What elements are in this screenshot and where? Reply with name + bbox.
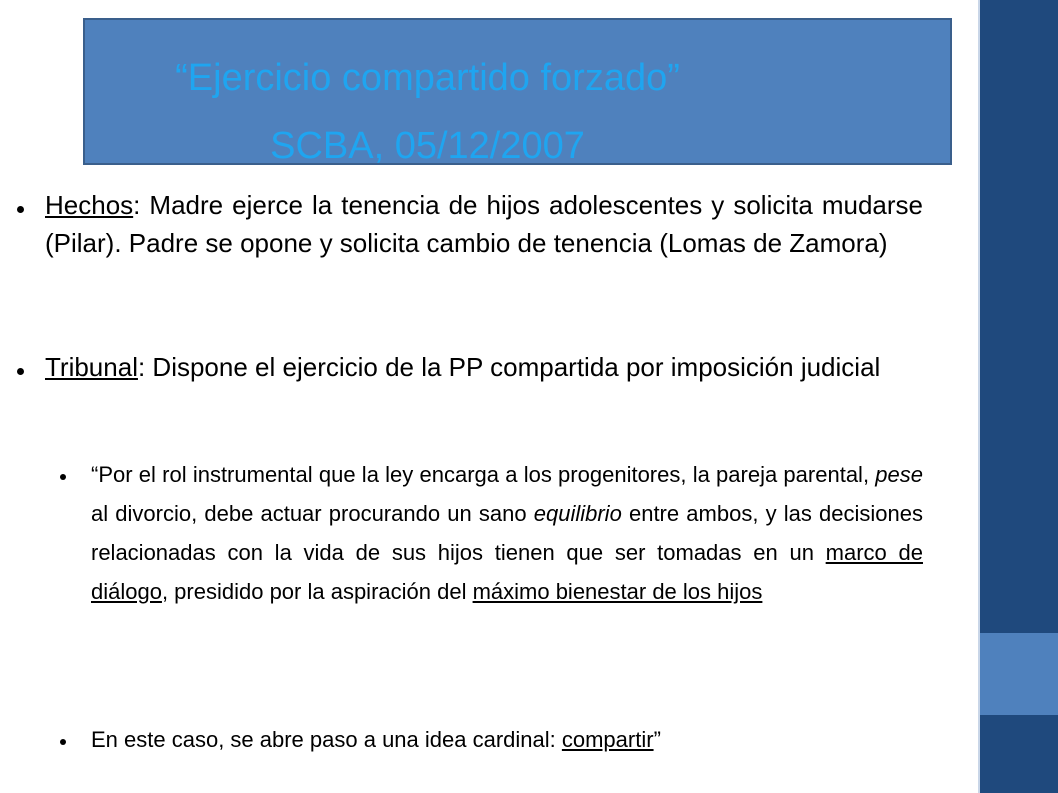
sub-bullet-quote bbox=[91, 455, 923, 611]
quote-underline-bienestar: máximo bienestar de los hijos bbox=[472, 579, 763, 604]
sidebar-bottom-block bbox=[978, 715, 1058, 793]
quote-underline-marco: marco de diálogo bbox=[91, 540, 923, 604]
quote-text-3: entre ambos, y las decisiones relacionadas con la vida de sus hijos tienen que ser tomadas en un bbox=[91, 501, 923, 565]
bullet-hechos-label: Hechos bbox=[45, 190, 134, 220]
compartir-underline: compartir bbox=[561, 727, 654, 752]
compartir-close-quote: ” bbox=[653, 727, 661, 752]
quote-text-2: al divorcio, debe actuar procurando un sano bbox=[91, 501, 534, 526]
quote-emphasis-pese: pese bbox=[875, 462, 923, 487]
sidebar-decoration bbox=[978, 0, 1058, 793]
slide-title-line2: SCBA, 05/12/2007 bbox=[270, 125, 585, 165]
bullet-hechos bbox=[45, 186, 923, 262]
bullet-dot bbox=[17, 206, 24, 213]
sub-bullet-dot bbox=[60, 474, 66, 480]
quote-text-1: “Por el rol instrumental que la ley encarga a los progenitores, la pareja parental, bbox=[91, 462, 876, 487]
bullet-tribunal-text: : Dispone el ejercicio de la PP compartida por imposición judicial bbox=[137, 352, 881, 382]
compartir-text: En este caso, se abre paso a una idea cardinal: bbox=[91, 727, 562, 752]
slide-title-line1: “Ejercicio compartido forzado” bbox=[175, 57, 680, 99]
sidebar-separator bbox=[978, 0, 980, 793]
quote-text-4: , presidido por la aspiración del bbox=[161, 579, 473, 604]
bullet-tribunal bbox=[45, 348, 923, 386]
sidebar-middle-block bbox=[978, 633, 1058, 715]
quote-emphasis-equilibrio: equilibrio bbox=[533, 501, 622, 526]
sub-bullet-compartir bbox=[91, 720, 923, 759]
bullet-tribunal-label: Tribunal bbox=[45, 352, 138, 382]
bullet-dot bbox=[17, 368, 24, 375]
sub-bullet-dot bbox=[60, 739, 66, 745]
bullet-hechos-text: : Madre ejerce la tenencia de hijos adolescentes y solicita mudarse (Pilar). Padre se opone y solicita cambio de tenencia (Lomas de Zamora) bbox=[45, 190, 923, 258]
sidebar-top-block bbox=[978, 0, 1058, 633]
